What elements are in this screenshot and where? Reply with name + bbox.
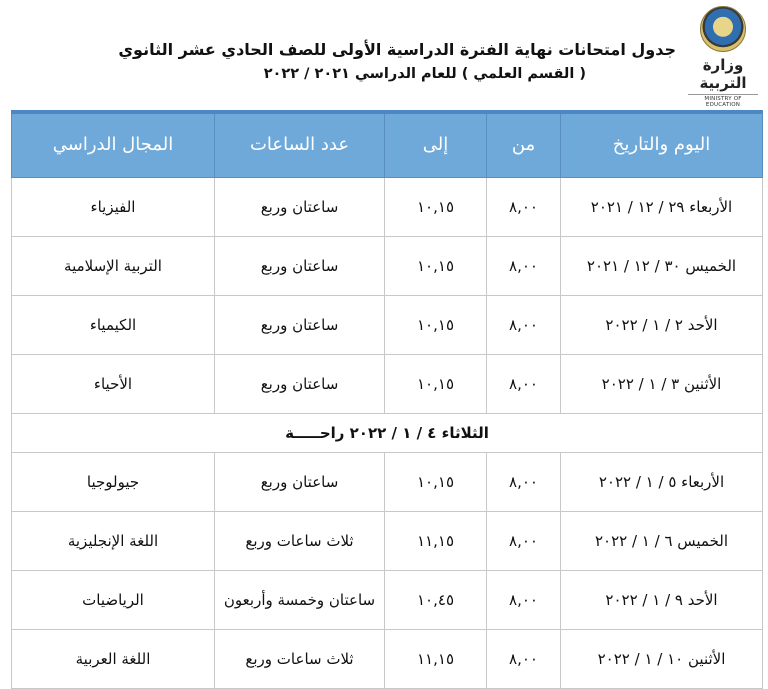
table-row (12, 630, 763, 689)
cell-day-date: الأحد ٩ / ١ / ٢٠٢٢ (561, 571, 763, 630)
cell-subject: الفيزياء (12, 178, 215, 237)
table-row (12, 512, 763, 571)
table-row (12, 296, 763, 355)
cell-from: ٨,٠٠ (487, 237, 561, 296)
cell-day-date: الأحد ٢ / ١ / ٢٠٢٢ (561, 296, 763, 355)
ministry-name-english: MINISTRY OF EDUCATION (688, 94, 758, 108)
table-row (12, 355, 763, 414)
cell-day-date: الأربعاء ٢٩ / ١٢ / ٢٠٢١ (561, 178, 763, 237)
table-header-row (12, 111, 763, 178)
cell-day-date: الأثنين ٣ / ١ / ٢٠٢٢ (561, 355, 763, 414)
column-header-subject: المجال الدراسي (12, 111, 215, 178)
cell-to: ١٠,١٥ (385, 453, 487, 512)
cell-hours: ساعتان وربع (215, 453, 385, 512)
column-header-day-date: اليوم والتاريخ (561, 111, 763, 178)
cell-day-date: الأربعاء ٥ / ١ / ٢٠٢٢ (561, 453, 763, 512)
cell-hours: ساعتان وربع (215, 178, 385, 237)
cell-to: ١١,١٥ (385, 630, 487, 689)
cell-hours: ساعتان وربع (215, 296, 385, 355)
cell-subject: الكيمياء (12, 296, 215, 355)
column-header-hours: عدد الساعات (215, 111, 385, 178)
cell-hours: ثلاث ساعات وربع (215, 512, 385, 571)
column-header-to: إلى (385, 111, 487, 178)
cell-hours: ثلاث ساعات وربع (215, 630, 385, 689)
cell-day-date: الخميس ٦ / ١ / ٢٠٢٢ (561, 512, 763, 571)
cell-to: ١٠,١٥ (385, 178, 487, 237)
cell-from: ٨,٠٠ (487, 512, 561, 571)
page-header (0, 0, 768, 108)
ministry-name-arabic: وزارة التربية (699, 56, 747, 92)
rest-day-cell: الثلاثاء ٤ / ١ / ٢٠٢٢ راحـــــة (12, 414, 763, 453)
cell-subject: الرياضيات (12, 571, 215, 630)
cell-to: ١٠,١٥ (385, 355, 487, 414)
table-row (12, 453, 763, 512)
table-top-border (11, 110, 762, 114)
cell-subject: التربية الإسلامية (12, 237, 215, 296)
cell-to: ١٠,٤٥ (385, 571, 487, 630)
table-row (12, 571, 763, 630)
page-subtitle: ( القسم العلمي ) للعام الدراسي ٢٠٢١ / ٢٠٢٢ (263, 66, 586, 82)
cell-to: ١٠,١٥ (385, 296, 487, 355)
cell-to: ١١,١٥ (385, 512, 487, 571)
cell-from: ٨,٠٠ (487, 296, 561, 355)
cell-from: ٨,٠٠ (487, 178, 561, 237)
cell-from: ٨,٠٠ (487, 453, 561, 512)
cell-subject: الأحياء (12, 355, 215, 414)
table-row (12, 237, 763, 296)
exam-schedule-table (11, 110, 763, 689)
cell-to: ١٠,١٥ (385, 237, 487, 296)
cell-day-date: الأثنين ١٠ / ١ / ٢٠٢٢ (561, 630, 763, 689)
cell-hours: ساعتان وربع (215, 237, 385, 296)
table-row (12, 178, 763, 237)
cell-hours: ساعتان وخمسة وأربعون (215, 571, 385, 630)
cell-day-date: الخميس ٣٠ / ١٢ / ٢٠٢١ (561, 237, 763, 296)
cell-hours: ساعتان وربع (215, 355, 385, 414)
cell-subject: اللغة الإنجليزية (12, 512, 215, 571)
rest-day-row (12, 414, 763, 453)
cell-subject: اللغة العربية (12, 630, 215, 689)
cell-from: ٨,٠٠ (487, 630, 561, 689)
kuwait-emblem-icon (700, 6, 746, 52)
cell-from: ٨,٠٠ (487, 571, 561, 630)
column-header-from: من (487, 111, 561, 178)
cell-subject: جيولوجيا (12, 453, 215, 512)
ministry-logo (688, 6, 758, 108)
cell-from: ٨,٠٠ (487, 355, 561, 414)
page-title: جدول امتحانات نهاية الفترة الدراسية الأولى للصف الحادي عشر الثانوي (118, 40, 676, 59)
